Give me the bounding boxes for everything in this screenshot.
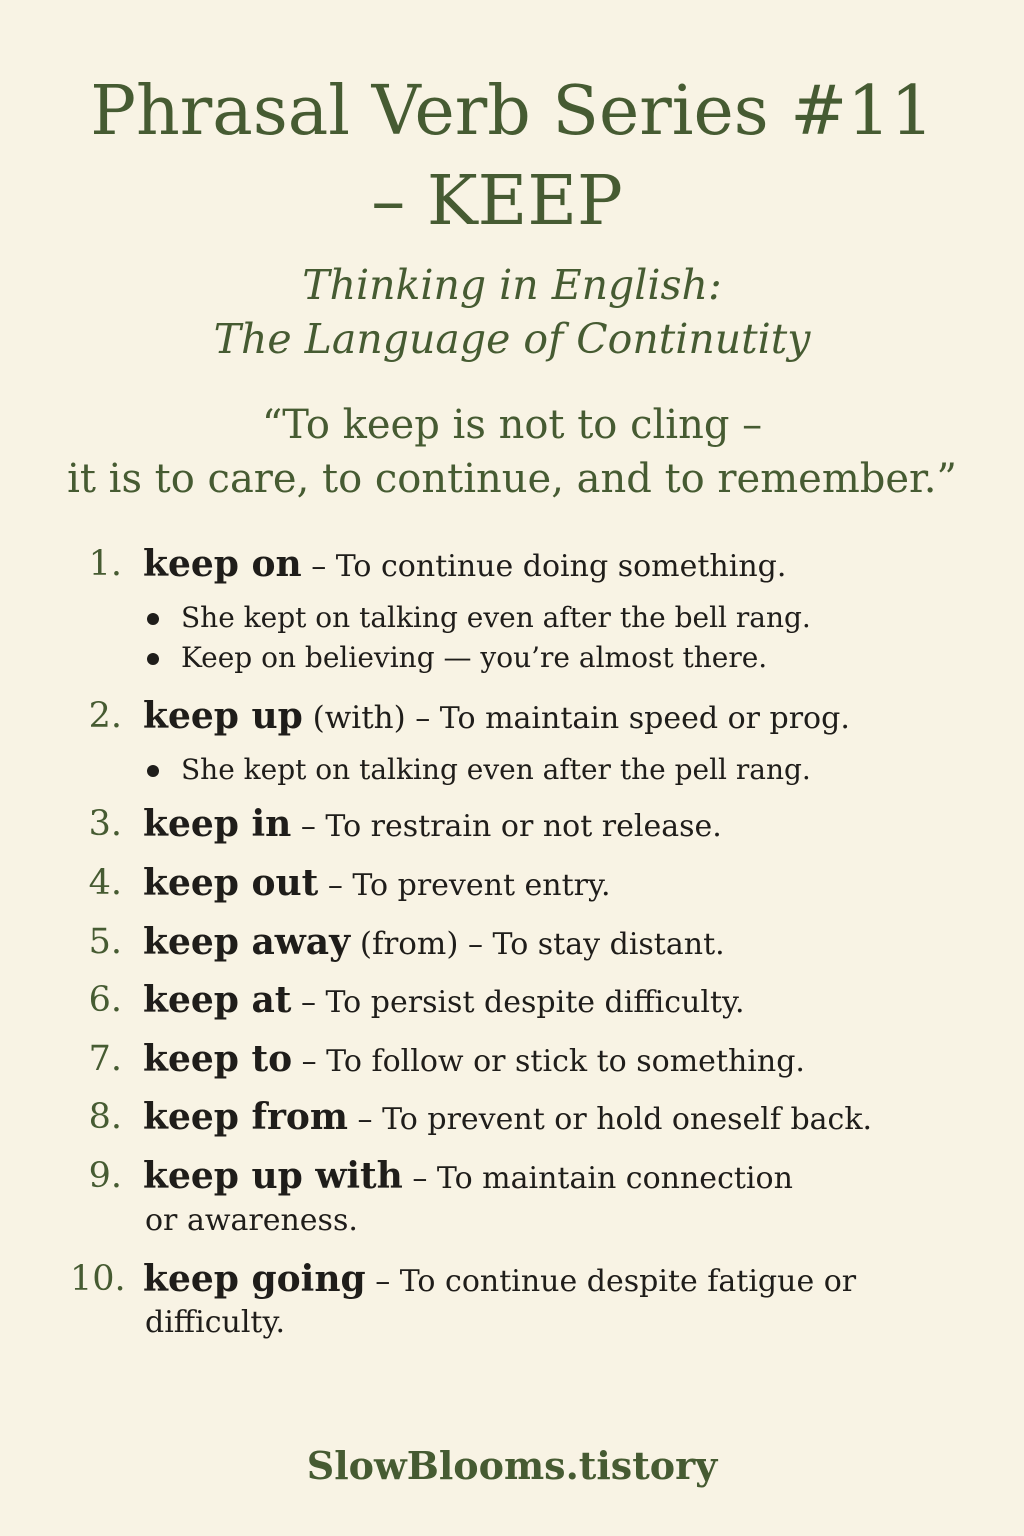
item-number: 8. (88, 1097, 122, 1137)
item-line (143, 920, 725, 967)
item-number: 9. (88, 1156, 122, 1196)
phrasal-verb-term: keep in (143, 803, 292, 845)
item-number: 1. (88, 544, 122, 584)
phrasal-verb-term: keep at (143, 979, 292, 1021)
item-line (143, 694, 850, 741)
definition-continuation: difficulty. (145, 1305, 285, 1340)
term-qualifier: (from) (350, 926, 459, 962)
bullet-icon (147, 765, 159, 777)
quote-line-1: “To keep is not to cling – (261, 402, 763, 448)
quote-line-2: it is to care, to continue, and to remember.” (67, 456, 957, 502)
item-line (143, 802, 722, 849)
item-number: 6. (88, 980, 122, 1020)
phrasal-verb-term: keep going (143, 1258, 366, 1300)
page-title-keyword: – KEEP (371, 162, 623, 241)
definition: – To maintain speed or prog. (405, 701, 850, 736)
definition: – To follow or stick to something. (292, 1044, 805, 1079)
definition: – To stay distant. (458, 927, 725, 962)
example-text: She kept on talking even after the pell rang. (181, 753, 811, 786)
definition-continuation: or awareness. (145, 1203, 358, 1238)
definition: – To prevent or hold oneself back. (348, 1102, 873, 1137)
definition: – To persist despite difficulty. (291, 985, 745, 1020)
item-number: 5. (88, 922, 122, 962)
item-line (143, 1095, 872, 1142)
definition: – To restrain or not release. (291, 809, 722, 844)
phrasal-verb-term: keep on (143, 543, 302, 585)
item-line (143, 1037, 805, 1084)
footer-credit: SlowBlooms.tistory (306, 1443, 718, 1488)
page-title: Phrasal Verb Series #11 (90, 72, 934, 151)
phrasal-verb-term: keep up (143, 695, 303, 737)
item-line (143, 542, 786, 589)
item-line (143, 1154, 793, 1201)
phrasal-verb-term: keep away (143, 921, 351, 963)
item-line (143, 978, 745, 1025)
definition: – To prevent entry. (318, 868, 611, 903)
definition: – To continue despite fatigue or (365, 1264, 857, 1299)
example-text: She kept on talking even after the bell rang. (181, 601, 811, 634)
phrasal-verb-term: keep out (143, 862, 319, 904)
phrasal-verb-term: keep up with (143, 1155, 403, 1197)
item-number: 7. (88, 1039, 122, 1079)
item-line (143, 861, 611, 908)
item-line (143, 1257, 856, 1304)
subtitle-line-1: Thinking in English: (302, 261, 722, 309)
phrasal-verb-term: keep to (143, 1038, 293, 1080)
example-text: Keep on believing — you’re almost there. (181, 641, 768, 674)
item-number: 10. (70, 1259, 126, 1299)
term-qualifier: (with) (302, 700, 406, 736)
bullet-icon (147, 653, 159, 665)
item-number: 4. (88, 863, 122, 903)
phrasal-verb-term: keep from (143, 1096, 349, 1138)
definition: – To continue doing something. (301, 549, 787, 584)
definition: – To maintain connection (402, 1161, 793, 1196)
bullet-icon (147, 613, 159, 625)
subtitle-line-2: The Language of Continutity (213, 315, 811, 363)
item-number: 2. (88, 696, 122, 736)
item-number: 3. (88, 804, 122, 844)
